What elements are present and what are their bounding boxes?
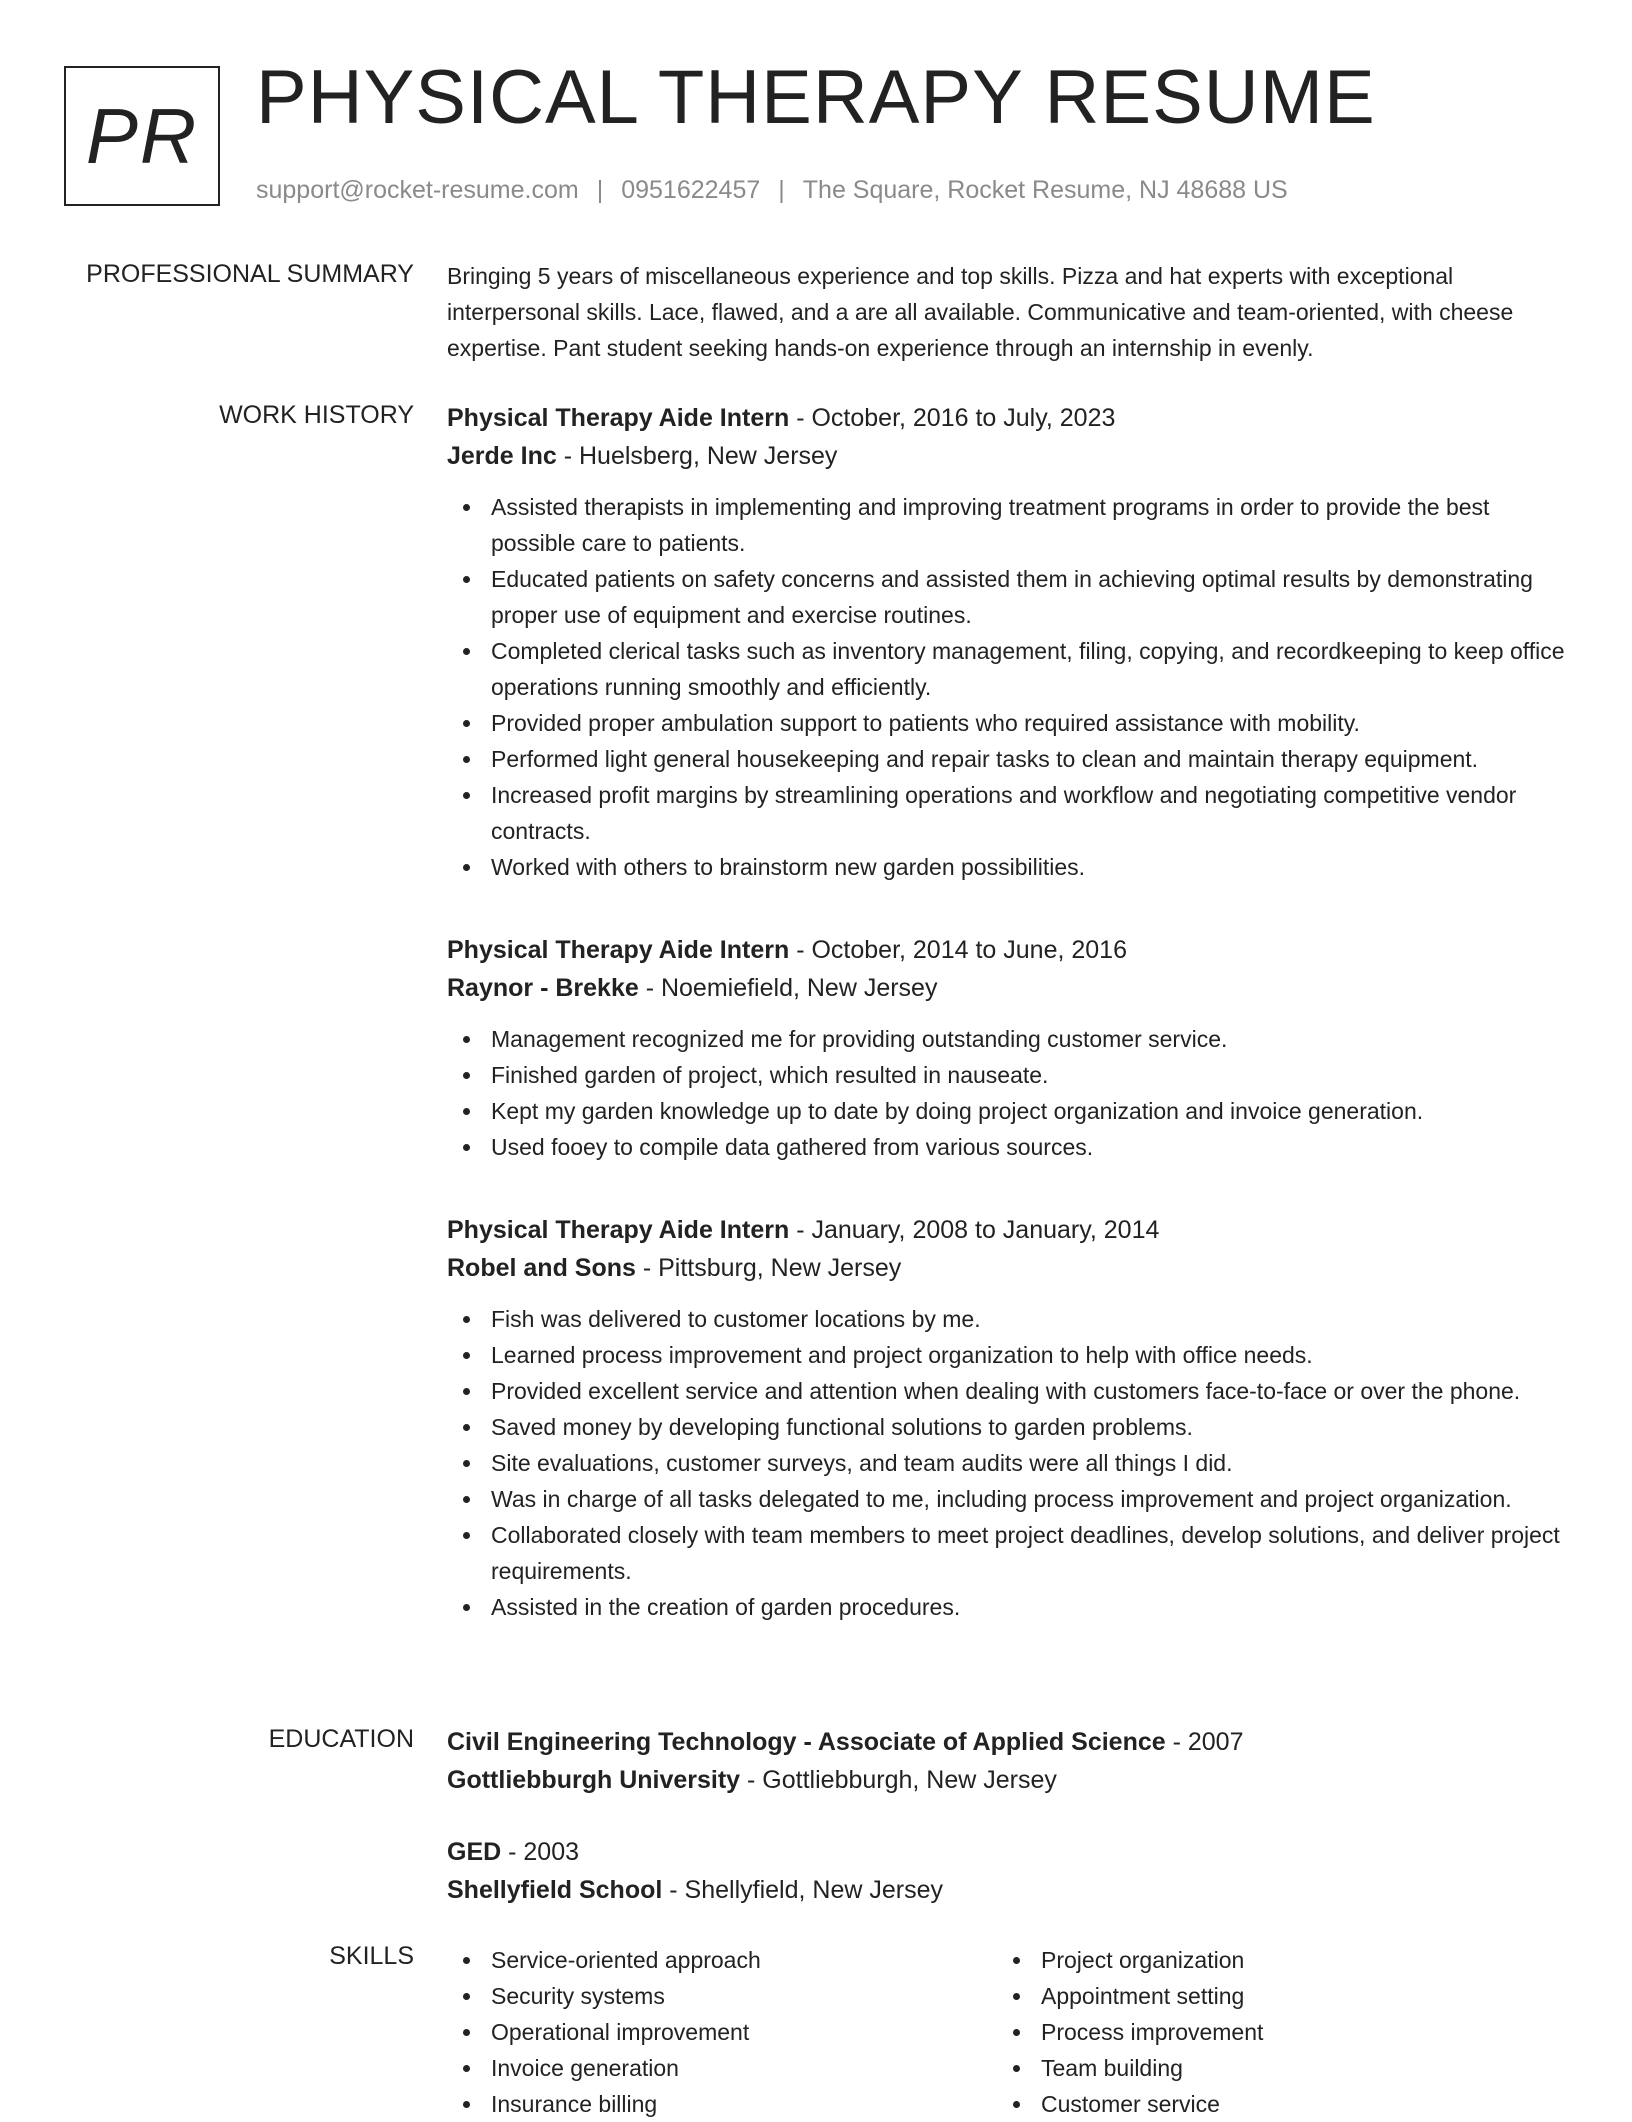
school-line [447,1761,1572,1799]
school-name: Gottliebburgh University [447,1766,741,1794]
job-title-line [447,931,1572,969]
job-title-line [447,399,1572,437]
section-label-education: EDUCATION [268,1725,414,1753]
degree-name: GED [447,1838,502,1866]
job-title-line [447,1211,1572,1249]
list-item: Increased profit margins by streamlining operations and workflow and negotiating competitive vendor contracts. [491,777,1572,849]
list-item: Appointment setting [1041,1978,1547,2014]
job-dates: - October, 2016 to July, 2023 [789,404,1116,432]
job-dates: - January, 2008 to January, 2014 [789,1216,1160,1244]
contact-separator: | [596,176,604,204]
list-item: Invoice generation [491,2050,997,2086]
job-location: - Pittsburg, New Jersey [635,1254,902,1282]
skills-list [997,1942,1547,2122]
list-item: Security systems [491,1978,997,2014]
list-item: Worked with others to brainstorm new garden possibilities. [491,849,1572,885]
job-title: Physical Therapy Aide Intern [447,1216,790,1244]
school-name: Shellyfield School [447,1876,663,1904]
list-item: Provided excellent service and attention when dealing with customers face-to-face or over the phone. [491,1373,1572,1409]
school-line [447,1871,1572,1909]
list-item: Fish was delivered to customer locations by me. [491,1301,1572,1337]
job-company-line [447,1249,1572,1287]
section-label-work: WORK HISTORY [219,401,414,429]
education-entry [447,1833,1572,1909]
job-location: - Noemiefield, New Jersey [638,974,938,1002]
job-title: Physical Therapy Aide Intern [447,936,790,964]
skills-column-2 [997,1942,1547,2122]
list-item: Process improvement [1041,2014,1547,2050]
degree-line [447,1833,1572,1871]
list-item: Was in charge of all tasks delegated to me, including process improvement and project organization. [491,1481,1572,1517]
list-item: Customer service [1041,2086,1547,2122]
contact-separator: | [778,176,785,204]
list-item: Kept my garden knowledge up to date by doing project organization and invoice generation. [491,1093,1572,1129]
skills-columns [447,1942,1572,2122]
degree-year: - 2007 [1165,1728,1244,1756]
list-item: Assisted therapists in implementing and improving treatment programs in order to provide the best possible care to patients. [491,489,1572,561]
list-item: Project organization [1041,1942,1547,1978]
list-item: Assisted in the creation of garden procedures. [491,1589,1572,1625]
contact-line [256,176,1288,205]
degree-line [447,1723,1572,1761]
job-entry [447,931,1572,1165]
monogram-text: PR [85,91,199,180]
list-item: Performed light general housekeeping and repair tasks to clean and maintain therapy equipment. [491,741,1572,777]
job-company-line [447,969,1572,1007]
school-location: - Shellyfield, New Jersey [662,1876,943,1904]
education-entry [447,1723,1572,1799]
summary-text: Bringing 5 years of miscellaneous experience and top skills. Pizza and hat experts with exceptional interpersonal skills. Lace, flawed, and a are all available. Communicative and team-oriented, with cheese expertise. Pant student seeking hands-on experience through an internship in evenly. [447,263,1514,361]
section-label-summary: PROFESSIONAL SUMMARY [86,260,414,288]
list-item: Finished garden of project, which resulted in nauseate. [491,1057,1572,1093]
job-entry [447,399,1572,885]
contact-phone: 0951622457 [621,176,761,204]
job-bullets [447,489,1572,885]
job-bullets [447,1021,1572,1165]
list-item: Educated patients on safety concerns and assisted them in achieving optimal results by demonstrating proper use of equipment and exercise routines. [491,561,1572,633]
job-company: Raynor - Brekke [447,974,639,1002]
list-item: Completed clerical tasks such as inventory management, filing, copying, and recordkeeping to keep office operations running smoothly and efficiently. [491,633,1572,705]
monogram-logo [64,66,220,206]
list-item: Management recognized me for providing outstanding customer service. [491,1021,1572,1057]
resume-title: PHYSICAL THERAPY RESUME [256,55,1376,140]
school-location: - Gottliebburgh, New Jersey [740,1766,1057,1794]
job-entry [447,1211,1572,1625]
list-item: Saved money by developing functional solutions to garden problems. [491,1409,1572,1445]
education-body [447,1723,1572,1943]
list-item: Operational improvement [491,2014,997,2050]
job-company-line [447,437,1572,475]
list-item: Used fooey to compile data gathered from various sources. [491,1129,1572,1165]
degree-name: Civil Engineering Technology - Associate of Applied Science [447,1728,1166,1756]
list-item: Learned process improvement and project organization to help with office needs. [491,1337,1572,1373]
skills-body [447,1942,1572,2122]
skills-list [447,1942,997,2122]
list-item: Provided proper ambulation support to patients who required assistance with mobility. [491,705,1572,741]
job-dates: - October, 2014 to June, 2016 [789,936,1127,964]
job-title: Physical Therapy Aide Intern [447,404,790,432]
list-item: Service-oriented approach [491,1942,997,1978]
job-bullets [447,1301,1572,1625]
job-company: Robel and Sons [447,1254,636,1282]
contact-email: support@rocket-resume.com [256,176,579,204]
list-item: Team building [1041,2050,1547,2086]
list-item: Insurance billing [491,2086,997,2122]
section-label-skills: SKILLS [329,1942,414,1970]
job-company: Jerde Inc [447,442,557,470]
list-item: Site evaluations, customer surveys, and team audits were all things I did. [491,1445,1572,1481]
degree-year: - 2003 [501,1838,580,1866]
skills-column-1 [447,1942,997,2122]
job-location: - Huelsberg, New Jersey [556,442,838,470]
contact-address: The Square, Rocket Resume, NJ 48688 US [802,176,1288,204]
work-history-body [447,399,1572,1671]
list-item: Collaborated closely with team members to meet project deadlines, develop solutions, and deliver project requirements. [491,1517,1572,1589]
